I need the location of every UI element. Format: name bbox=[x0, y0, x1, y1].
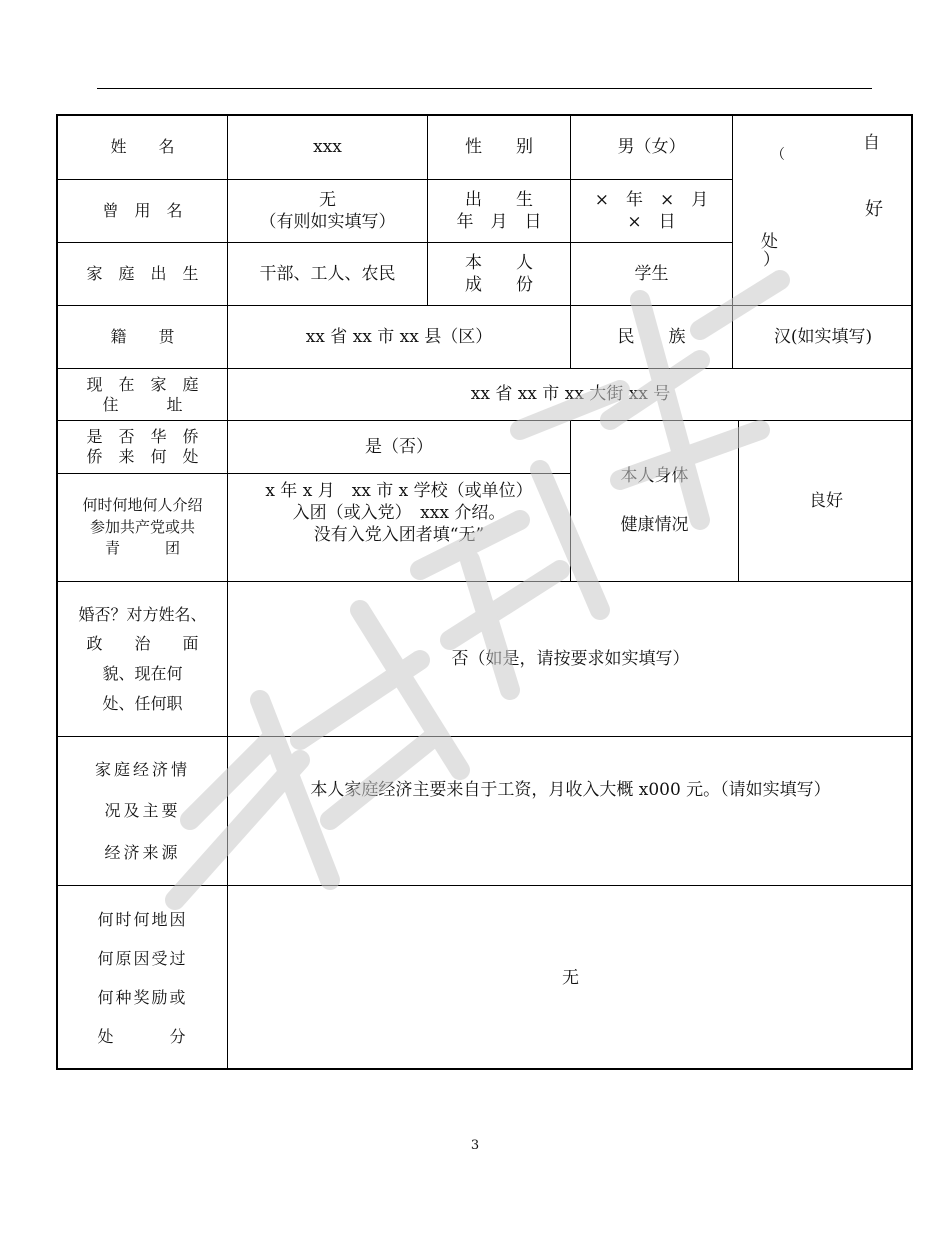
health-value: 良好 bbox=[739, 421, 913, 582]
personal-status-label: 本 人 成 份 bbox=[428, 243, 571, 306]
photo-text-1: 自 bbox=[863, 133, 880, 153]
photo-text-4: 处 bbox=[761, 232, 778, 252]
photo-text-5: ） bbox=[763, 250, 780, 270]
overseas-chinese-label: 是 否 华 侨 侨 来 何 处 bbox=[58, 421, 228, 474]
marriage-label: 婚否？对方姓名、 政 治 面 貌、现在何 处、任何职 bbox=[58, 582, 228, 737]
page-number: 3 bbox=[470, 1138, 480, 1153]
home-address-value: xx 省 xx 市 xx 大街 xx 号 bbox=[228, 369, 913, 421]
birth-value: × 年 × 月 × 日 bbox=[571, 180, 733, 243]
ethnicity-label: 民 族 bbox=[571, 306, 733, 369]
marriage-value: 否（如是，请按要求如实填写） bbox=[228, 582, 913, 737]
home-address-label: 现 在 家 庭 住 址 bbox=[58, 369, 228, 421]
health-label: 本人身体 健康情况 bbox=[571, 421, 739, 582]
family-economy-label: 家庭经济情 况及主要 经济来源 bbox=[58, 737, 228, 886]
gender-label: 性 别 bbox=[428, 116, 571, 180]
gender-value: 男（女） bbox=[571, 116, 733, 180]
registration-form-table bbox=[56, 114, 913, 1070]
overseas-chinese-value: 是（否） bbox=[228, 421, 571, 474]
ethnicity-value: 汉(如实填写) bbox=[733, 306, 913, 369]
party-membership-value: x 年 x 月 xx 市 x 学校（或单位） 入团（或入党） xxx 介绍。 没有入党入团者填“无” bbox=[228, 474, 571, 582]
reward-punishment-value: 无 bbox=[562, 967, 579, 988]
header-rule bbox=[97, 88, 872, 89]
family-economy-value: 本人家庭经济主要来自于工资，月收入大概 x000 元。（请如实填写） bbox=[228, 737, 913, 886]
former-name-value: 无 （有则如实填写） bbox=[228, 180, 428, 243]
party-membership-label: 何时何地何人介绍 参加共产党或共 青 团 bbox=[58, 474, 228, 582]
native-place-value: xx 省 xx 市 xx 县（区） bbox=[228, 306, 571, 369]
photo-text-2: （ bbox=[771, 147, 785, 163]
photo-text-3: 好 bbox=[865, 199, 883, 220]
native-place-label: 籍 贯 bbox=[58, 306, 228, 369]
personal-status-value: 学生 bbox=[571, 243, 733, 306]
name-label: 姓 名 bbox=[58, 116, 228, 180]
birth-label: 出 生 年 月 日 bbox=[428, 180, 571, 243]
former-name-label: 曾 用 名 bbox=[58, 180, 228, 243]
family-origin-label: 家 庭 出 生 bbox=[58, 243, 228, 306]
name-value: xxx bbox=[228, 116, 428, 180]
reward-punishment-label: 何时何地因 何原因受过 何种奖励或 处 分 bbox=[58, 886, 228, 1070]
family-origin-value: 干部、工人、农民 bbox=[228, 243, 428, 306]
photo-cell bbox=[733, 116, 913, 306]
